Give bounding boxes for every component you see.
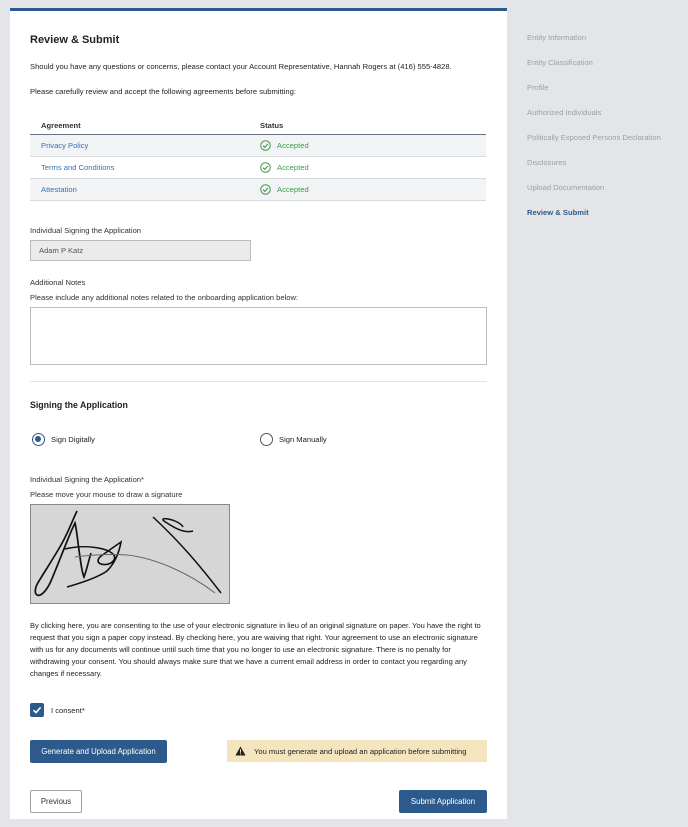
additional-notes-textarea[interactable] [30,307,487,365]
step-authorized-individuals[interactable]: Authorized Individuals [527,108,602,117]
check-circle-icon [260,162,271,173]
status-accepted: Accepted [277,141,309,150]
page-title: Review & Submit [30,34,120,46]
agreement-column-header: Agreement [41,120,81,130]
signature-hint: Please move your mouse to draw a signature [30,490,183,499]
status-column-header: Status [260,120,284,130]
step-pep-declaration[interactable]: Politically Exposed Persons Declaration [527,133,661,142]
sign-digitally-label[interactable]: Sign Digitally [51,435,95,444]
agreements-instructions: Please carefully review and accept the following agreements before submitting: [30,87,296,96]
step-entity-information[interactable]: Entity Information [527,33,587,42]
step-profile[interactable]: Profile [527,83,549,92]
agreements-table-header [30,116,486,135]
attestation-link[interactable]: Attestation [41,185,77,194]
check-circle-icon [260,184,271,195]
generate-upload-button[interactable]: Generate and Upload Application [30,740,167,763]
signer-name-field[interactable]: Adam P Katz [30,240,251,261]
sign-digitally-radio[interactable] [32,433,45,446]
step-disclosures[interactable]: Disclosures [527,158,567,167]
step-upload-documentation[interactable]: Upload Documentation [527,183,605,192]
signature-label: Individual Signing the Application* [30,475,144,484]
sign-manually-radio[interactable] [260,433,273,446]
consent-text: By clicking here, you are consenting to the use of your electronic signature in lieu of an original signature on paper. You have the right to request that you sign a paper copy instead. By checking here, you are waiving that right. Your agreement to use an electronic signature with us for any documents will continue until such time that you no longer to use an electronic signature. There is no penalty for withdrawing your consent. You should always make sure that we have a current email address in order to contact you regarding any changes if necessary. [30,621,481,678]
agreements-table [30,116,486,201]
signing-section-title: Signing the Application [30,400,128,410]
table-row [30,179,486,201]
table-row [30,135,486,157]
section-divider [30,381,487,382]
table-row [30,157,486,179]
warning-text: You must generate and upload an application before submitting [254,746,467,756]
status-accepted: Accepted [277,163,309,172]
privacy-policy-link[interactable]: Privacy Policy [41,141,89,150]
previous-button[interactable]: Previous [30,790,82,813]
warning-triangle-icon [235,746,246,756]
sign-manually-label[interactable]: Sign Manually [279,435,327,444]
additional-notes-label: Additional Notes [30,278,86,287]
terms-and-conditions-link[interactable]: Terms and Conditions [41,163,115,172]
submit-application-button[interactable]: Submit Application [399,790,487,813]
step-entity-classification[interactable]: Entity Classification [527,58,593,67]
warning-banner [227,740,487,762]
status-accepted: Accepted [277,185,309,194]
signature-pad[interactable] [30,504,230,604]
review-submit-panel [10,8,507,819]
signer-label: Individual Signing the Application [30,226,142,235]
consent-label: I consent* [51,706,85,715]
signature-drawing [31,505,231,605]
check-circle-icon [260,140,271,151]
additional-notes-hint: Please include any additional notes related to the onboarding application below: [30,293,299,302]
consent-checkbox[interactable] [30,703,44,717]
checkmark-icon [32,705,42,715]
contact-info-text: Should you have any questions or concerns, please contact your Account Representative, Hannah Rogers at (416) 555-4828. [30,62,452,71]
step-review-submit[interactable]: Review & Submit [527,208,589,217]
